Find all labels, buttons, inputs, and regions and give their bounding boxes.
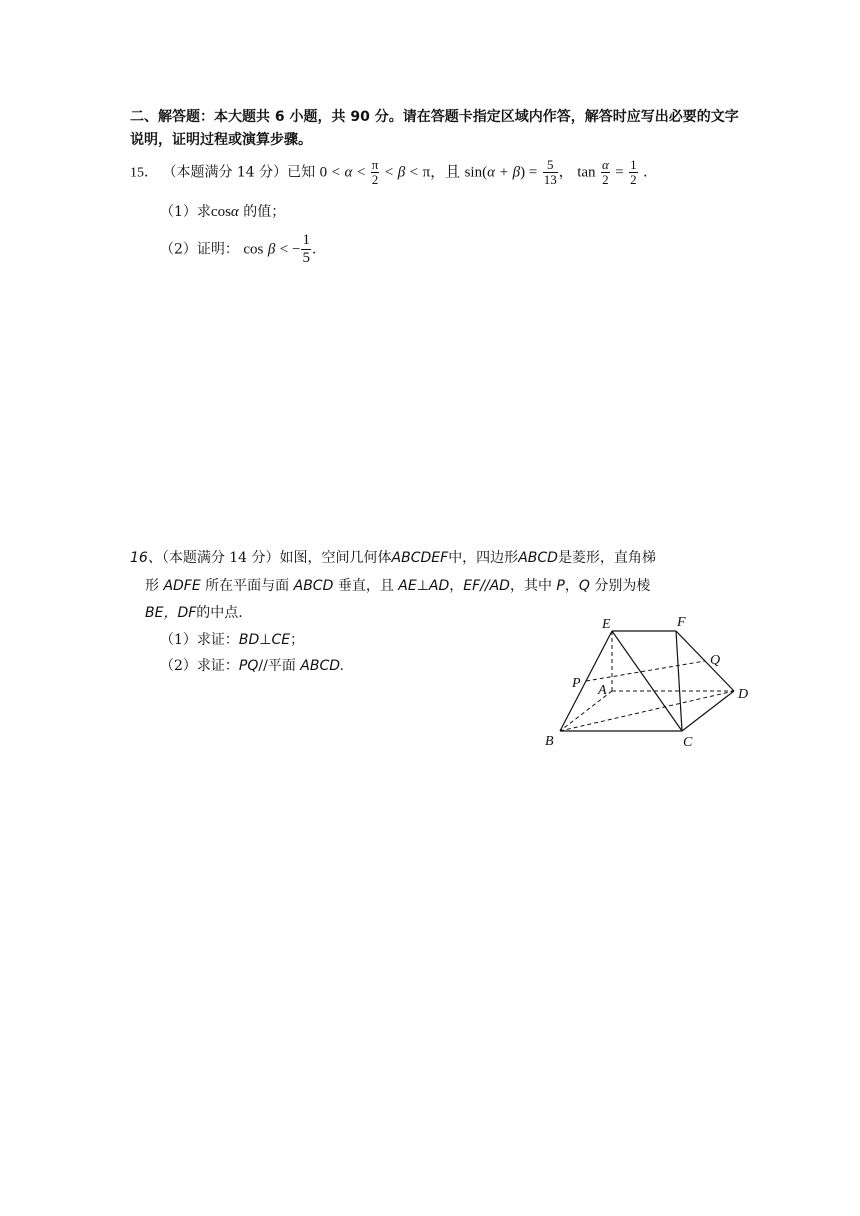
problem-16-line-3: BE，DF的中点. [145, 605, 243, 621]
section-header: 二、解答题：本大题共 6 小题，共 90 分。请在答题卡指定区域内作答，解答时应写出必要的文字说明，证明过程或演算步骤。 [130, 109, 739, 148]
fraction-alpha-over-2: $\frac{\alpha}{2}$ [601, 157, 609, 187]
label-F: F [677, 615, 686, 630]
label-A: A [598, 683, 607, 698]
fraction-pi-over-2: $\frac{\pi}{2}$ [371, 157, 379, 187]
label-Q: Q [710, 653, 721, 668]
problem-16-line-2: 形 ADFE 所在平面与面 ABCD 垂直，且 AE⊥AD，EF//AD，其中 P，Q 分别为棱 [145, 578, 651, 594]
problem-15-part-2: （2）证明： cos β < − $\frac{1}{5}$ ． [160, 232, 326, 266]
edge-CD [682, 691, 734, 731]
label-B: B [545, 734, 554, 749]
problem-16-line-1: 16、（本题满分 14 分）如图，空间几何体ABCDEF中，四边形ABCD是菱形，直角梯 [130, 550, 656, 566]
edge-EC [612, 631, 682, 731]
label-C: C [683, 735, 693, 750]
problem-16-part-2: （2）求证：PQ//平面 ABCD. [160, 658, 345, 674]
problem-15-part-1: （1）求cosα 的值； [160, 204, 286, 220]
problem-15-note: （本题满分 14 分）已知 [162, 164, 316, 181]
edge-FC [676, 631, 682, 731]
fraction-1-over-5: $\frac{1}{5}$ [302, 232, 310, 266]
fraction-5-over-13: $\frac{5}{13}$ [543, 157, 557, 187]
problem-15-statement: 15． （本题满分 14 分）已知 0 < α < $\frac{\pi}{2}$ < β < π，且 sin(α + β) = $\frac{5}{13}$ ， tan $\frac{\alpha}{2}$ = $\frac{1}{2}$ ． [130, 157, 658, 187]
fraction-1-over-2: $\frac{1}{2}$ [630, 157, 637, 187]
label-E: E [602, 617, 611, 632]
problem-16-number: 16、 [130, 550, 162, 566]
label-D: D [738, 687, 749, 702]
problem-15-number: 15． [130, 165, 158, 181]
problem-16-part-1: （1）求证：BD⊥CE； [160, 632, 305, 648]
geometry-figure [530, 608, 770, 758]
label-P: P [572, 676, 581, 691]
